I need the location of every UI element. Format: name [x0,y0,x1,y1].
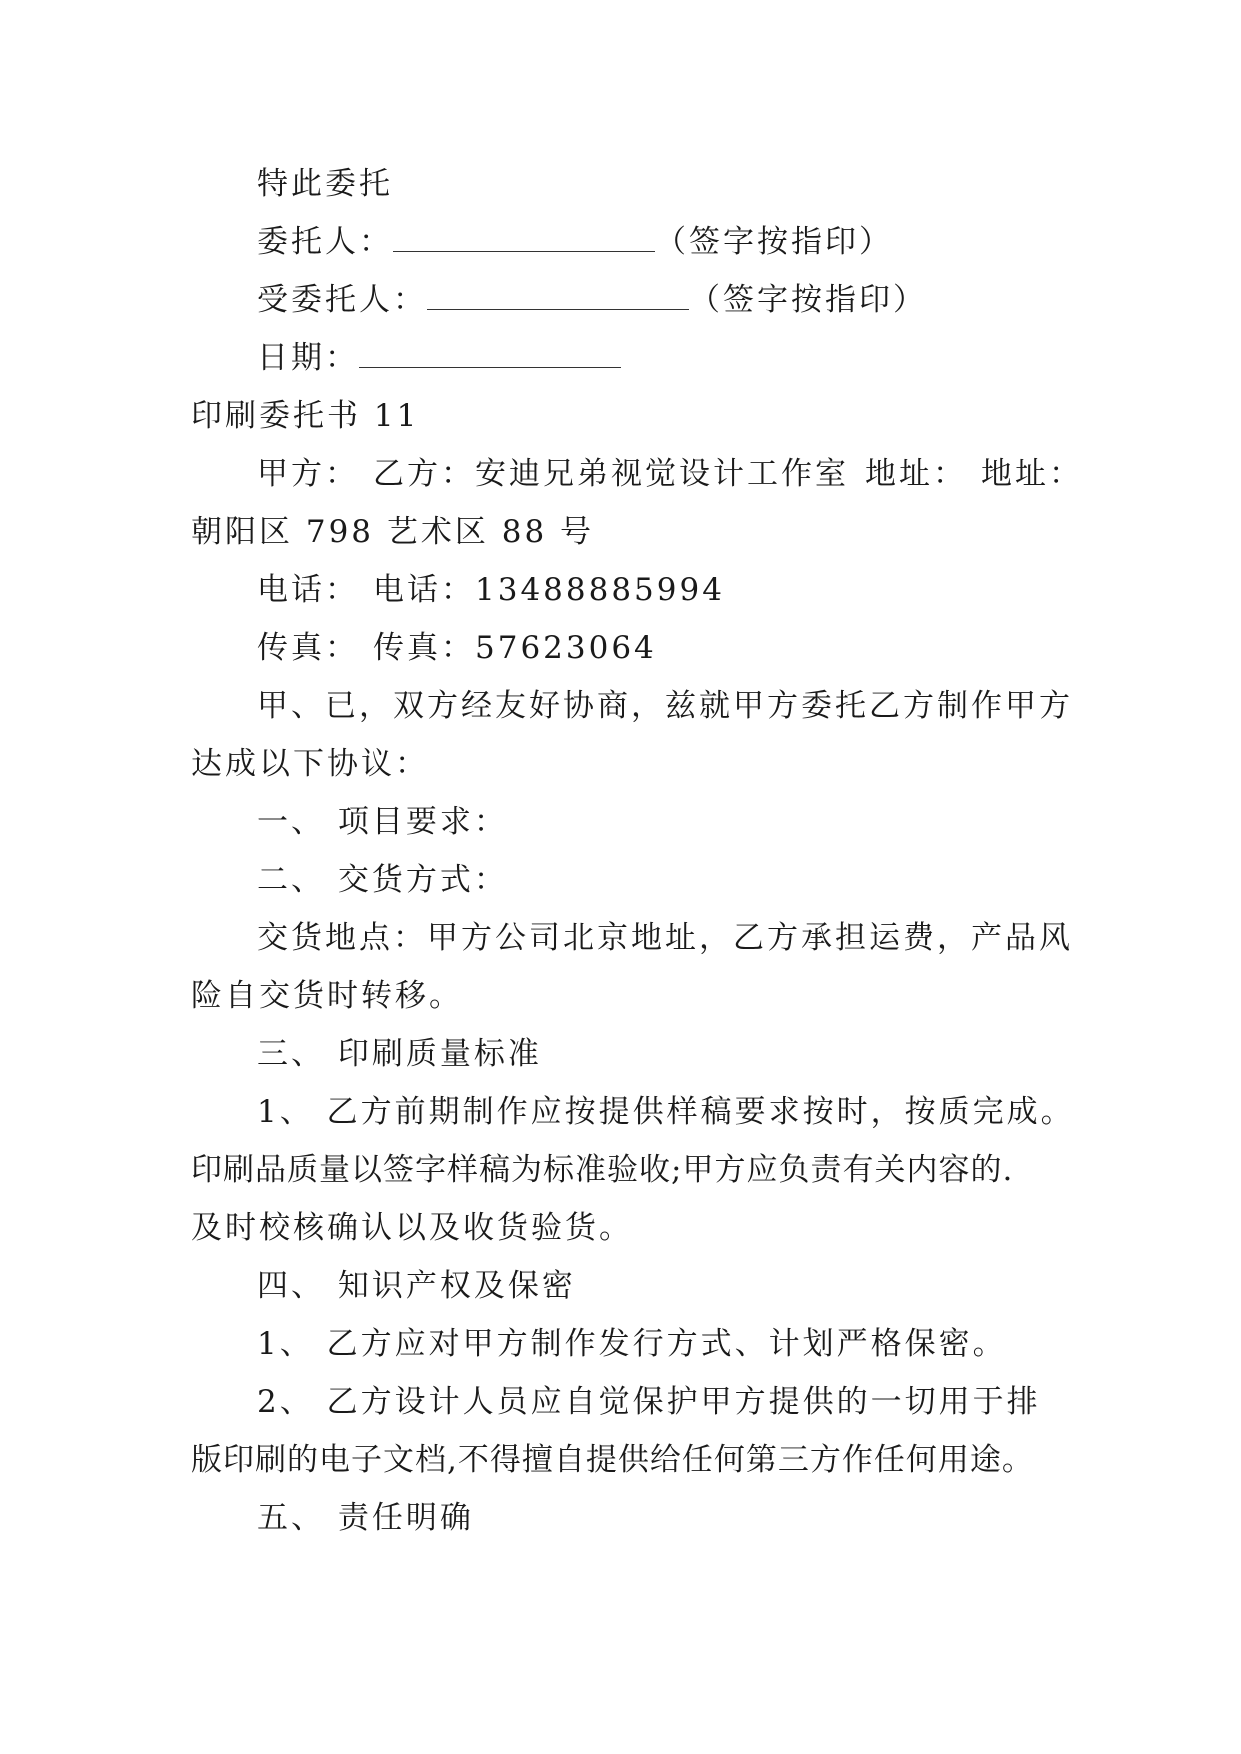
date-line [257,338,621,378]
section-3-heading: 三、 印刷质量标准 [257,1036,542,1072]
delivery-line-1: 交货地点：甲方公司北京地址，乙方承担运费，产品风 [257,920,1073,956]
parties-line [257,454,1083,494]
date-label: 日期： [257,340,359,376]
document-title: 印刷委托书 11 [191,398,420,434]
fax-a-label: 传真： [257,630,359,666]
ip-clause-2-line-1: 2、 乙方设计人员应自觉保护甲方提供的一切用于排 [257,1384,1041,1420]
quality-line-3: 及时校核确认以及收货验货。 [191,1210,633,1246]
party-b-text: 乙方：安迪兄弟视觉设计工作室 [373,456,849,492]
agent-blank[interactable] [427,283,689,310]
agent-signature-line [257,280,927,320]
principal-signature-line [257,222,893,262]
address-a-label: 地址： [865,456,967,492]
phone-b-text: 电话：13488885994 [373,572,725,608]
ip-clause-2-line-2: 版印刷的电子文档,不得擅自提供给任何第三方作任何用途。 [191,1442,1034,1478]
principal-label: 委托人： [257,224,393,260]
intro-line-1: 甲、已，双方经友好协商，兹就甲方委托乙方制作甲方 [257,688,1073,724]
section-2-heading: 二、 交货方式： [257,862,508,898]
quality-line-1: 1、 乙方前期制作应按提供样稿要求按时，按质完成。 [257,1094,1075,1130]
agent-label: 受委托人： [257,282,427,318]
ip-clause-1: 1、 乙方应对甲方制作发行方式、计划严格保密。 [257,1326,1007,1362]
special-entrust-text: 特此委托 [257,166,393,202]
section-5-heading: 五、 责任明确 [257,1500,474,1536]
phone-a-label: 电话： [257,572,359,608]
agent-suffix: （签字按指印） [689,282,927,318]
principal-suffix: （签字按指印） [655,224,893,260]
address-b-label: 地址： [981,456,1083,492]
party-a-label: 甲方： [257,456,359,492]
section-4-heading: 四、 知识产权及保密 [257,1268,576,1304]
date-blank[interactable] [359,341,621,368]
fax-line [257,628,657,668]
address-text: 朝阳区 798 艺术区 88 号 [191,514,595,550]
principal-blank[interactable] [393,225,655,252]
delivery-line-2: 险自交货时转移。 [191,978,463,1014]
quality-line-2: 印刷品质量以签字样稿为标准验收;甲方应负责有关内容的. [191,1152,1014,1188]
intro-line-2: 达成以下协议： [191,746,429,782]
fax-b-text: 传真：57623064 [373,630,657,666]
section-1-heading: 一、 项目要求： [257,804,508,840]
phone-line [257,570,725,610]
